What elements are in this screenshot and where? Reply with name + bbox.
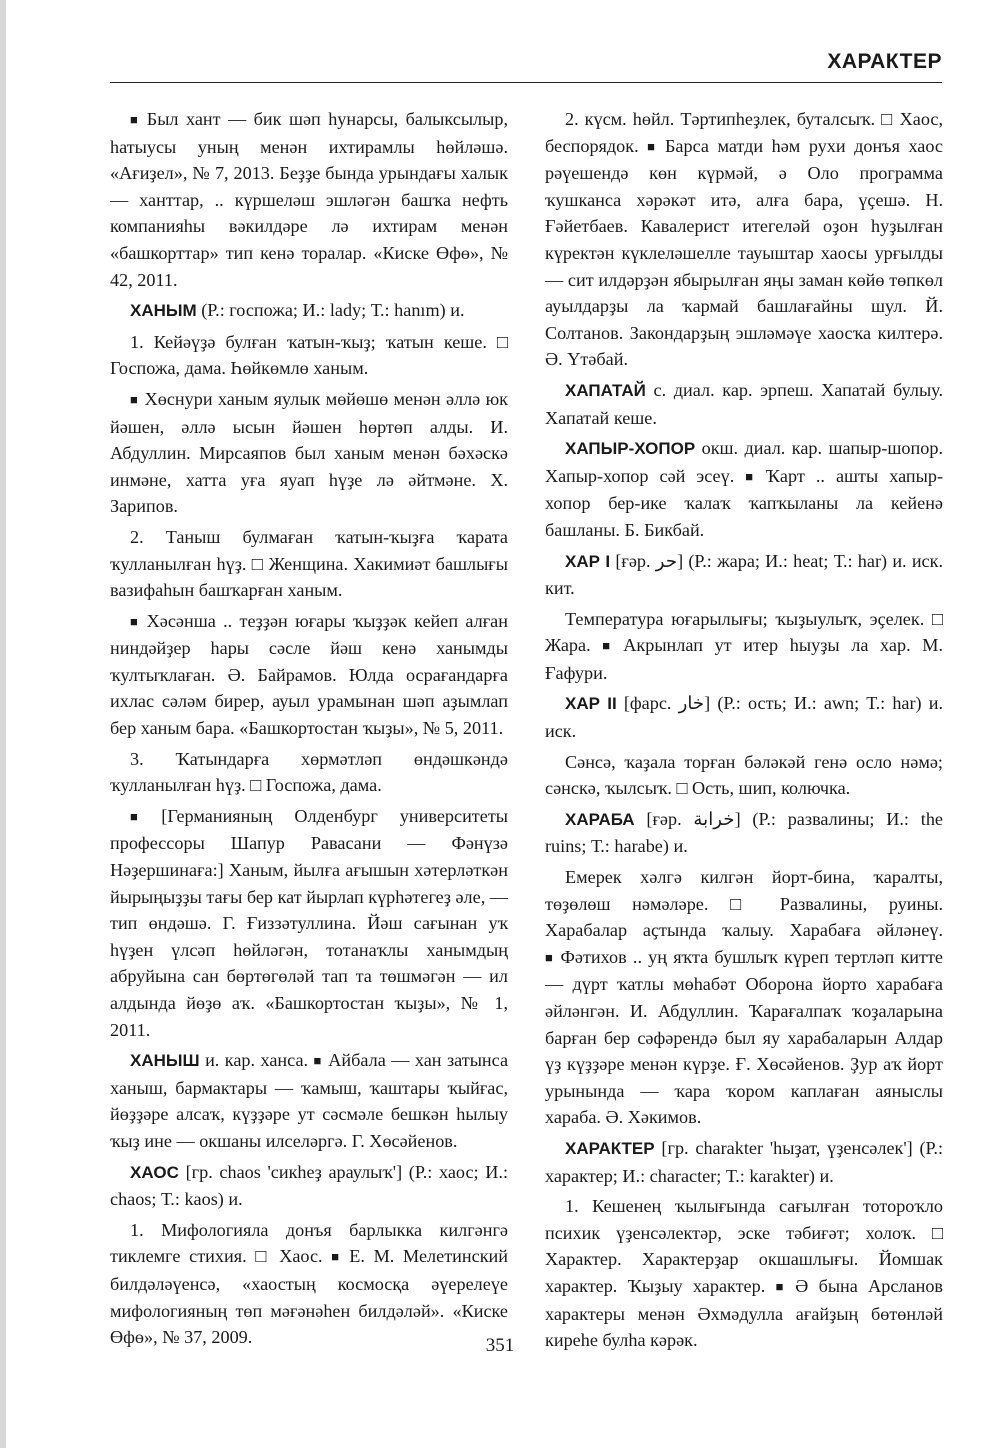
square-marker-icon: ■ xyxy=(647,138,659,154)
sense-paragraph: 1. Кейәүҙә булған ҡатын-ҡыҙ; ҡатын кеше. □ Госпожа, дама. Һөйкөмлө ханым. xyxy=(110,331,508,379)
entry-paragraph: ■ Был хант — бик шәп һунарсы, балыксылыр, һатыусы уның менән ихтирамлы һөйләшә. «Ағиҙел», № 7, 2013. Беҙҙе бында урындағы халык — ханттар, .. күршеләш эшләгән башҡа нефть компанияһы вәкилдәре лә ихтирам менән «башкорттар» тип кенә торалар. «Киске Өфө», № 42, 2011. xyxy=(110,109,508,290)
entry-headword-paragraph: ХАР I [ғәр. حر] (Р.: жара; И.: heat; Т.: har) и. иск. кит. xyxy=(545,550,944,599)
square-marker-icon: ■ xyxy=(545,949,555,965)
headword: ХАНЫШ xyxy=(130,1051,200,1071)
sense-paragraph: 1. Кешенең ҡылығында сағылған тотороҡло психик үҙенсәлектәр, эске тәбиғәт; холоҡ. □ Характер. Характерҙар окшашлығы. Йомшак характер. Ҡыҙыу характер. ■ Ә бына Арсланов характеры менән Әхмәдулла ағайҙың бөтөнләй киреһе булһа кәрәк. xyxy=(545,1196,943,1351)
sense-paragraph: 2. күсм. һөйл. Тәртипһеҙлек, буталсыҡ. □ Хаос, беспорядок. ■ Барса матди һәм рухи донъя хаос рәүешендә көн күрмәй, ә Оло программа ҡушканса хәрәкәт итә, алға бара, үҫешә. Н. Ғәйетбаев. Кавалерист итегеләй оҙон һуҙылған күректән күклеләшелле тауыштар хаосы урғылды — сит илдәрҙән ябырылған яңы заман көйө төпкөл ауылдарҙы ла ҡармай башлағайны шул. Й. Солтанов. Закондарҙың эшләмәүе хаосҡа килтерә. Ә. Үтәбай. xyxy=(545,109,943,370)
example-paragraph: ■ Хәсәнша .. теҙҙән юғары ҡыҙҙәк кейеп алған ниндәйҙер һары сәсле йәш кенә ханымды ҡултыҡлаған. Ә. Байрамов. Юлда осрағандарға ихлас сәләм бирер, ауыл урамынан шәп аҙымлап бер ханым бара. «Башкортостан ҡыҙы», № 5, 2011. xyxy=(110,610,508,739)
sense-paragraph: 3. Ҡатындарға хөрмәтләп өндәшкәндә ҡулланылған һүҙ. □ Госпожа, дама. xyxy=(110,748,508,796)
entry-headword-paragraph: ХАПЫР-ХОПОР окш. диал. кар. шапыр-шопор. Хапыр-хопор сәй эсеү. ■ Ҡарт .. ашты хапыр-хопор бер-ике ҡалаҡ ҡапҡыланы ла кейенә башланы. Б. Бикбай. xyxy=(545,438,944,540)
left-column xyxy=(110,106,508,1355)
entry-headword-paragraph: ХАПАТАЙ с. диал. кар. эрпеш. Хапатай булыу. Хапатай кеше. xyxy=(545,379,943,428)
square-marker-icon: ■ xyxy=(602,638,618,654)
entry-headword-paragraph: ХАНЫМ (Р.: госпожа; И.: lady; Т.: hanım) и. xyxy=(130,300,465,321)
entry-headword-paragraph: ХАОС [гр. chaos 'сикһеҙ араулыҡ'] (Р.: хаос; И.: chaos; Т.: kaos) и. xyxy=(110,1161,508,1210)
sense-paragraph: 1. Мифологияла донъя барлыкка килгәнгә тиклемге стихия. □ Хаос. ■ Е. М. Мелетинский билдәләүенсә, «хаостың космосқа әүерелеүе мифологияның төп мәғәнәһен билдәләй». «Киске Өфө», № 37, 2009. xyxy=(110,1219,508,1348)
square-marker-icon: ■ xyxy=(130,613,141,629)
square-marker-icon: ■ xyxy=(130,391,139,407)
running-head: ХАРАКТЕР xyxy=(827,50,942,73)
headword: ХАОС xyxy=(130,1162,179,1182)
example-paragraph: ■ [Германияның Олденбург университеты профессоры Шапур Равасани — Фәнүзә Нәҙершинаға:] Ханым, йылға ағышын хәтерләткән йырыңыҙҙы тағы бер кат йырлап күрһәтегеҙ әле, — тип өндәшә. Г. Ғиззәтуллина. Йәш сағынан уҡ һүҙен үлсәп һөйләгән, тотанаҡлы ханымдың абруйына сан бөртөгөләй тап та төшмәгән — ил алдында йөҙө аҡ. «Башкортостан ҡыҙы», № 1, 2011. xyxy=(110,805,508,1040)
example-paragraph: ■ Хөснури ханым яулык мөйөшө менән әллә юк йәшен, әллә ысын йәшен һөртөп алды. И. Абдуллин. Мирсаяпов был ханым менән бәхәскә инмәне, хатта уға яуап һүҙе лә әйтмәне. Х. Зарипов. xyxy=(110,388,508,517)
square-marker-icon: ■ xyxy=(745,468,760,484)
headword: ХАНЫМ xyxy=(130,301,197,321)
sense-paragraph: Температура юғарылығы; ҡыҙыулыҡ, эҫелек. □ Жара. ■ Акрынлап ут итер һыуҙы ла хар. М. Ғафури. xyxy=(545,608,943,683)
headword: ХАПАТАЙ xyxy=(565,380,646,400)
square-marker-icon: ■ xyxy=(130,808,156,824)
headword: ХАР II xyxy=(565,694,617,714)
square-marker-icon: ■ xyxy=(775,1278,790,1294)
entry-headword-paragraph: ХАРАБА [ғәр. خرابة] (Р.: развалины; И.: the ruins; Т.: harabe) и. xyxy=(545,808,943,857)
page-edge xyxy=(0,0,6,1448)
headword: ХАПЫР-ХОПОР xyxy=(565,439,696,459)
sense-paragraph: Емерек хәлгә килгән йорт-бина, ҡаралты, төҙөлөш нәмәләре. □ Развалины, руины. Харабалар аҫтында ҡалыу. Харабаға әйләнеү. ■ Фәтихов .. уң яҡта бушлыҡ күреп тертләп китте — дүрт ҡатлы мөһабәт Оборона йорто харабаға әйләнгән. И. Абдуллин. Ҡарағалпаҡ ҡоҙаларына барған бер сәфәрендә был яу харабаларын Алдар үҙ күҙҙәре менән күрҙе. Ғ. Хөсәйенов. Ҙур аҡ йорт урынында — ҡара ҡором каплаған аяныслы хараба. Ә. Хәкимов. xyxy=(545,867,943,1128)
square-marker-icon: ■ xyxy=(313,1053,323,1069)
entry-headword-paragraph: ХАРАКТЕР [гр. charakter 'һыҙат, үҙенсәлек'] (Р.: характер; И.: character; Т.: karakter) и. xyxy=(545,1137,943,1186)
headword: ХАРАБА xyxy=(565,809,635,829)
right-column xyxy=(545,106,943,1358)
sense-paragraph: Сәнсә, ҡаҙала торған бәләкәй генә осло нәмә; сәнскә, ҡылсыҡ. □ Ость, шип, колючка. xyxy=(545,751,943,799)
page-number: 351 xyxy=(485,1335,515,1356)
sense-paragraph: 2. Таныш булмаған ҡатын-ҡыҙға ҡарата ҡулланылған һүҙ. □ Женщина. Хакимиәт башлығы вазифаһын башҡарған ханым. xyxy=(110,526,508,601)
square-marker-icon: ■ xyxy=(130,112,141,127)
entry-headword-paragraph: ХАНЫШ и. кар. ханса. ■ Айбала — хан затынса ханыш, бармактары — ҡамыш, ҡаштары ҡыйғас, йөҙҙәре алсаҡ, күҙҙәре ут сәсмәле бешкән һылыу ҡыҙ ине — окшаны илселәргә. Г. Хөсәйенов. xyxy=(110,1050,509,1151)
square-marker-icon: ■ xyxy=(331,1249,344,1265)
headword: ХАР I xyxy=(565,551,611,571)
headword: ХАРАКТЕР xyxy=(565,1138,655,1158)
entry-headword-paragraph: ХАР II [фарс. خار] (Р.: ость; И.: awn; Т.: har) и. иск. xyxy=(545,693,943,742)
header-rule xyxy=(110,82,942,83)
